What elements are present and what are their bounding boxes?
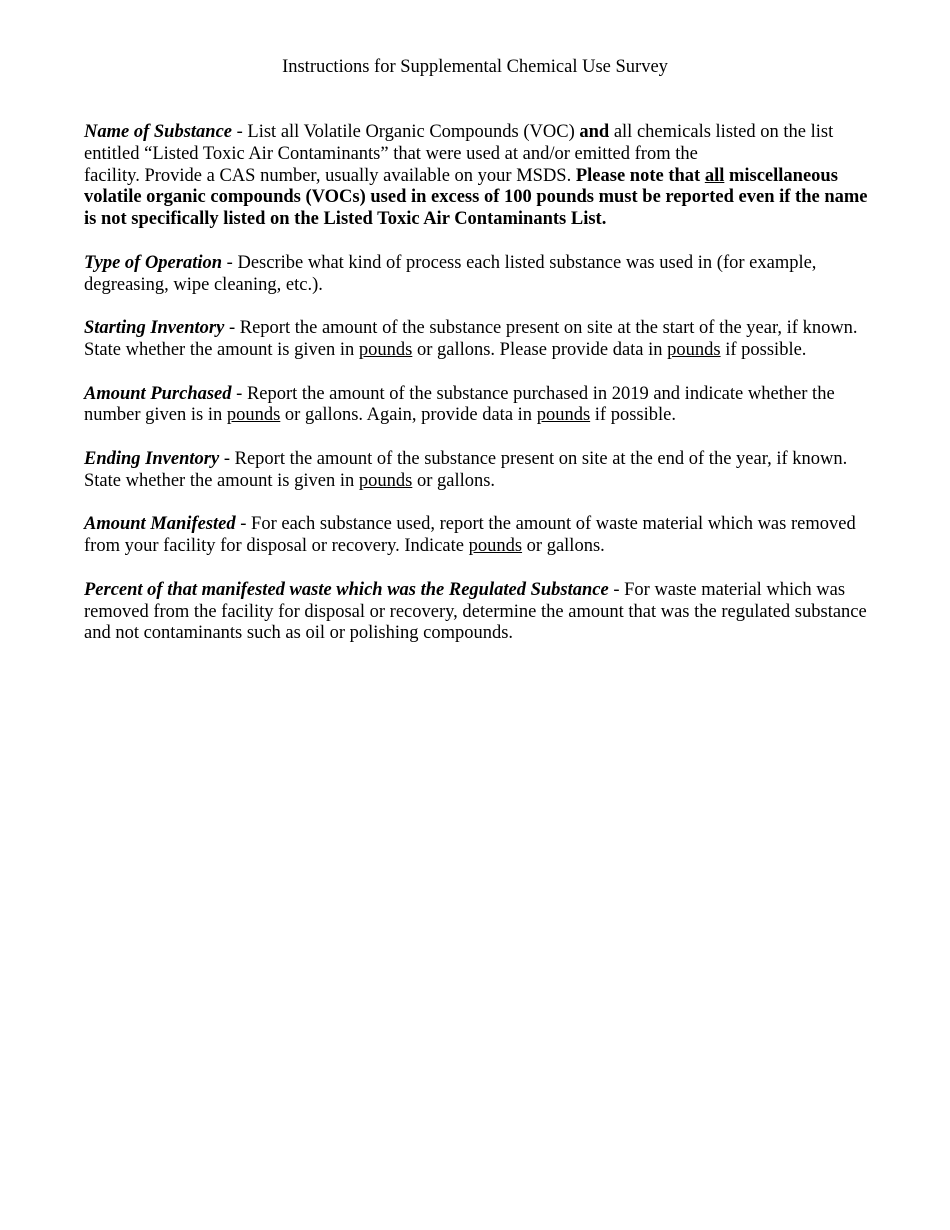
- term-label: Type of Operation: [84, 252, 223, 273]
- term-label: Ending Inventory: [84, 448, 220, 469]
- instruction-text: Report the amount of the substance purchased in 2019 and indicate whether the number given is in: [84, 383, 835, 426]
- separator: -: [608, 579, 625, 600]
- instruction-text: List all Volatile Organic Compounds (VOC): [247, 122, 580, 142]
- instruction-name-of-substance: [84, 122, 874, 231]
- emphasis-text: miscellaneous volatile organic compounds (VOCs) used in excess of 100 pounds must be reported even if the name is not specifically listed on the Listed Toxic Air Contaminants List.: [84, 165, 868, 230]
- instruction-text: or gallons.: [522, 536, 605, 557]
- term-label: Amount Manifested: [84, 514, 236, 535]
- instruction-type-of-operation: [84, 253, 874, 297]
- instruction-text: all chemicals listed on the list entitled “Listed Toxic Air Contaminants” that were used at and/or emitted from the: [84, 122, 834, 164]
- term-label: Percent of that manifested waste which was the Regulated Substance: [84, 579, 609, 600]
- instruction-starting-inventory: [84, 318, 874, 362]
- instruction-text: Report the amount of the substance present on site at the start of the year, if known. State whether the amount is given in: [84, 318, 858, 360]
- instruction-text: For waste material which was removed from the facility for disposal or recovery, determine the amount that was the regulated substance and not contaminants such as oil or polishing compounds.: [84, 579, 867, 644]
- instructions-body: [84, 122, 874, 667]
- instruction-text: facility. Provide a CAS number, usually available on your MSDS.: [84, 165, 576, 186]
- underlined-unit: pounds: [358, 470, 413, 491]
- instruction-text: or gallons. Again, provide data in: [280, 405, 537, 426]
- instruction-text: Report the amount of the substance present on site at the end of the year, if known. State whether the amount is given in: [84, 448, 848, 491]
- instruction-text: or gallons.: [412, 470, 496, 491]
- instruction-text: For each substance used, report the amount of waste material which was removed from your facility for disposal or recovery. Indicate: [84, 514, 856, 557]
- instruction-ending-inventory: [84, 449, 874, 493]
- underlined-unit: pounds: [667, 339, 721, 360]
- term-label: Name of Substance: [84, 122, 232, 142]
- instruction-text: if possible.: [590, 405, 676, 426]
- instruction-amount-purchased: [84, 384, 874, 428]
- instruction-text: Describe what kind of process each listed substance was used in (for example, degreasing, wipe cleaning, etc.).: [84, 252, 817, 295]
- underlined-unit: pounds: [226, 405, 281, 426]
- separator: -: [235, 514, 252, 535]
- instruction-text: or gallons. Please provide data in: [412, 339, 668, 360]
- separator: -: [231, 383, 247, 404]
- instruction-percent-manifested: [84, 580, 874, 645]
- emphasis-underlined-text: all: [704, 165, 725, 186]
- emphasis-text: and: [579, 122, 610, 142]
- instruction-text: if possible.: [720, 339, 807, 360]
- separator: -: [224, 318, 240, 339]
- term-label: Starting Inventory: [84, 318, 225, 339]
- separator: -: [232, 122, 248, 142]
- term-label: Amount Purchased: [84, 383, 232, 404]
- underlined-unit: pounds: [468, 536, 523, 557]
- emphasis-text: Please note that: [575, 165, 705, 186]
- separator: -: [219, 448, 235, 469]
- separator: -: [222, 252, 238, 273]
- document-title: Instructions for Supplemental Chemical Use Survey: [282, 57, 668, 77]
- instruction-amount-manifested: [84, 514, 874, 558]
- underlined-unit: pounds: [536, 405, 591, 426]
- underlined-unit: pounds: [358, 339, 413, 360]
